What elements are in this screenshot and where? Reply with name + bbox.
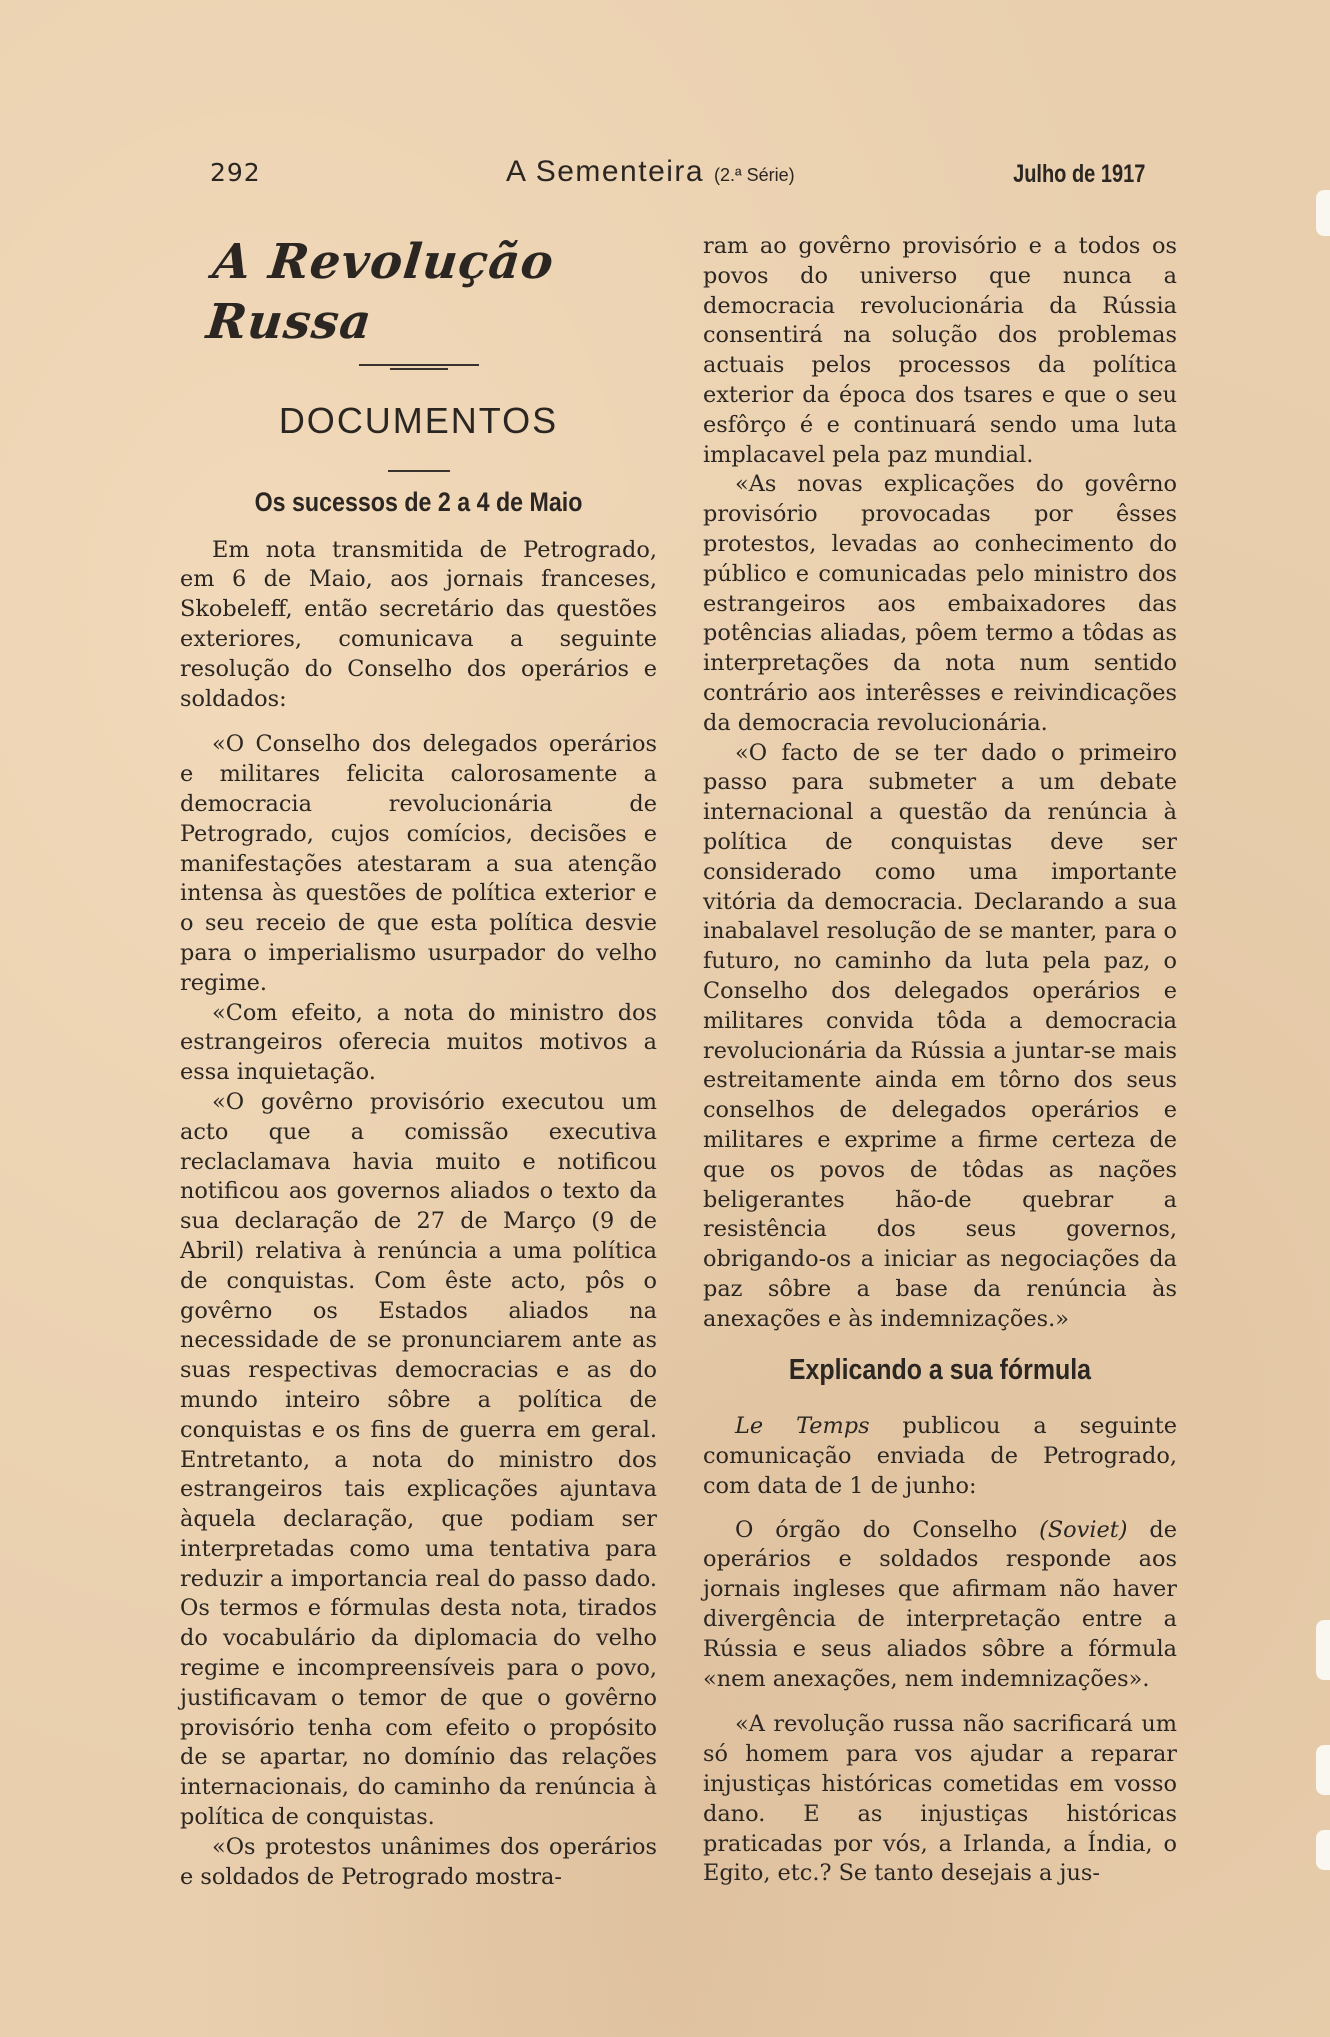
- title-rule-short: [390, 368, 448, 370]
- paragraph: «O govêrno provisório executou um acto que a comissão executiva reclaclamava havia muito e notificou notificou aos governos aliados o texto da sua declaração de 27 de Março (9 de Abril) relativa à renúncia a uma política de conquistas. Com êste acto, pôs o govêrno os Estados aliados na necessidade de se pronunciarem ante as suas respectivas democracias e as do mundo inteiro sôbre a política de conquistas e os fins de guerra em geral. Entretanto, a nota do ministro dos estrangeiros tais explicações ajuntava àquela declaração, que podiam ser interpretadas como uma tentativa para reduzir a importancia real do passo dado. Os termos e fórmulas desta nota, tirados do vocabulário da diplomacia do velho regime e incompreensíveis para o povo, justificavam o temor de que o govêrno provisório tenha com efeito o propósito de se apartar, no domínio das relações internacionais, do caminho da renúncia à política de conquistas.: [180, 1088, 657, 1831]
- paragraph: «As novas explicações do govêrno provisório provocadas por êsses protestos, levadas ao conhecimento do público e comunicadas pelo ministro dos estrangeiros aos embaixadores das potências aliadas, pôem termo a tôdas as interpretações da nota num sentido contrário aos interêsses e reivindicações da democracia revolucionária.: [703, 471, 1177, 736]
- subheading: Explicando a sua fórmula: [788, 1354, 1092, 1387]
- page-edge-notch: [1316, 1830, 1330, 1870]
- right-column: [703, 232, 1177, 1889]
- page-edge-notch: [1316, 190, 1330, 236]
- article-title: A Revolução Russa: [203, 234, 557, 350]
- page-edge-notch: [1316, 1745, 1330, 1795]
- title-rule: [359, 364, 479, 366]
- page-number: 292: [210, 158, 261, 187]
- paragraph: [703, 1412, 1177, 1501]
- paragraph-text: de operários e soldados responde aos jornais ingleses que afirmam não haver divergência de interpretação entre a Rússia e seus aliados sôbre a fórmula «nem anexações, nem indemnizações».: [703, 1516, 1177, 1692]
- paragraph-text: O órgão do Conselho: [735, 1516, 1040, 1543]
- paragraph: «O facto de se ter dado o primeiro passo para submeter a um debate internacional a questão da renúncia à política de conquistas deve ser considerado como uma importante vitória da democracia. Declarando a sua inabalavel resolução de se manter, para o futuro, no caminho da luta pela paz, o Conselho dos delegados operários e militares convida tôda a democracia revolucionária da Rússia a juntar-se mais estreitamente ainda em tôrno dos seus conselhos de delegados operários e militares e exprime a firme certeza de que os povos de tôdas as nações beligerantes hão-de quebrar a resistência dos seus governos, obrigando-os a iniciar as negociações da paz sôbre a base da renúncia às anexações e às indemnizações.»: [703, 739, 1177, 1332]
- issue-date: Julho de 1917: [1012, 160, 1145, 188]
- running-header: [210, 155, 1145, 198]
- paragraph: «Com efeito, a nota do ministro dos estrangeiros oferecia muitos motivos a essa inquietação.: [180, 999, 657, 1086]
- left-column: [180, 232, 657, 1892]
- series-label: (2.ª Série): [713, 165, 795, 185]
- page-edge-notch: [1316, 1620, 1330, 1680]
- paragraph: «A revolução russa não sacrificará um só homem para vos ajudar a reparar injustiças históricas cometidas em vosso dano. E as injustiças históricas praticadas por vós, a Irlanda, a Índia, o Egito, etc.? Se tanto desejais a jus-: [703, 1711, 1177, 1887]
- subheading: Os sucessos de 2 a 4 de Maio: [254, 486, 583, 517]
- paragraph: Em nota transmitida de Petrogrado, em 6 de Maio, aos jornais franceses, Skobeleff, então secretário das questões exteriores, comunicava a seguinte resolução do Conselho dos operários e soldados:: [180, 536, 657, 712]
- publication-title: [506, 155, 795, 189]
- newspaper-name: Le Temps: [735, 1413, 870, 1440]
- soviet-term: (Soviet): [1039, 1516, 1128, 1543]
- paragraph: «Os protestos unânimes dos operários e soldados de Petrogrado mostra-: [180, 1833, 657, 1890]
- paragraph: [703, 1516, 1177, 1695]
- section-heading: DOCUMENTOS: [278, 400, 559, 441]
- publication-name: A Sementeira: [506, 155, 705, 188]
- paragraph: ram ao govêrno provisório e a todos os povos do universo que nunca a democracia revolucionária da Rússia consentirá na solução dos problemas actuais pelos processos da política exterior da época dos tsares e que o seu esfôrço é e continuará sendo uma luta implacavel pela paz mundial.: [703, 233, 1177, 468]
- section-rule: [388, 470, 450, 472]
- paragraph: «O Conselho dos delegados operários e militares felicita calorosamente a democracia revolucionária de Petrogrado, cujos comícios, decisões e manifestações atestaram a sua atenção intensa às questões de política exterior e o seu receio de que esta política desvie para o imperialismo usurpador do velho regime.: [180, 731, 657, 996]
- paragraph-text: publicou a seguinte comunicação enviada de Petrogrado, com data de 1 de junho:: [703, 1413, 1177, 1499]
